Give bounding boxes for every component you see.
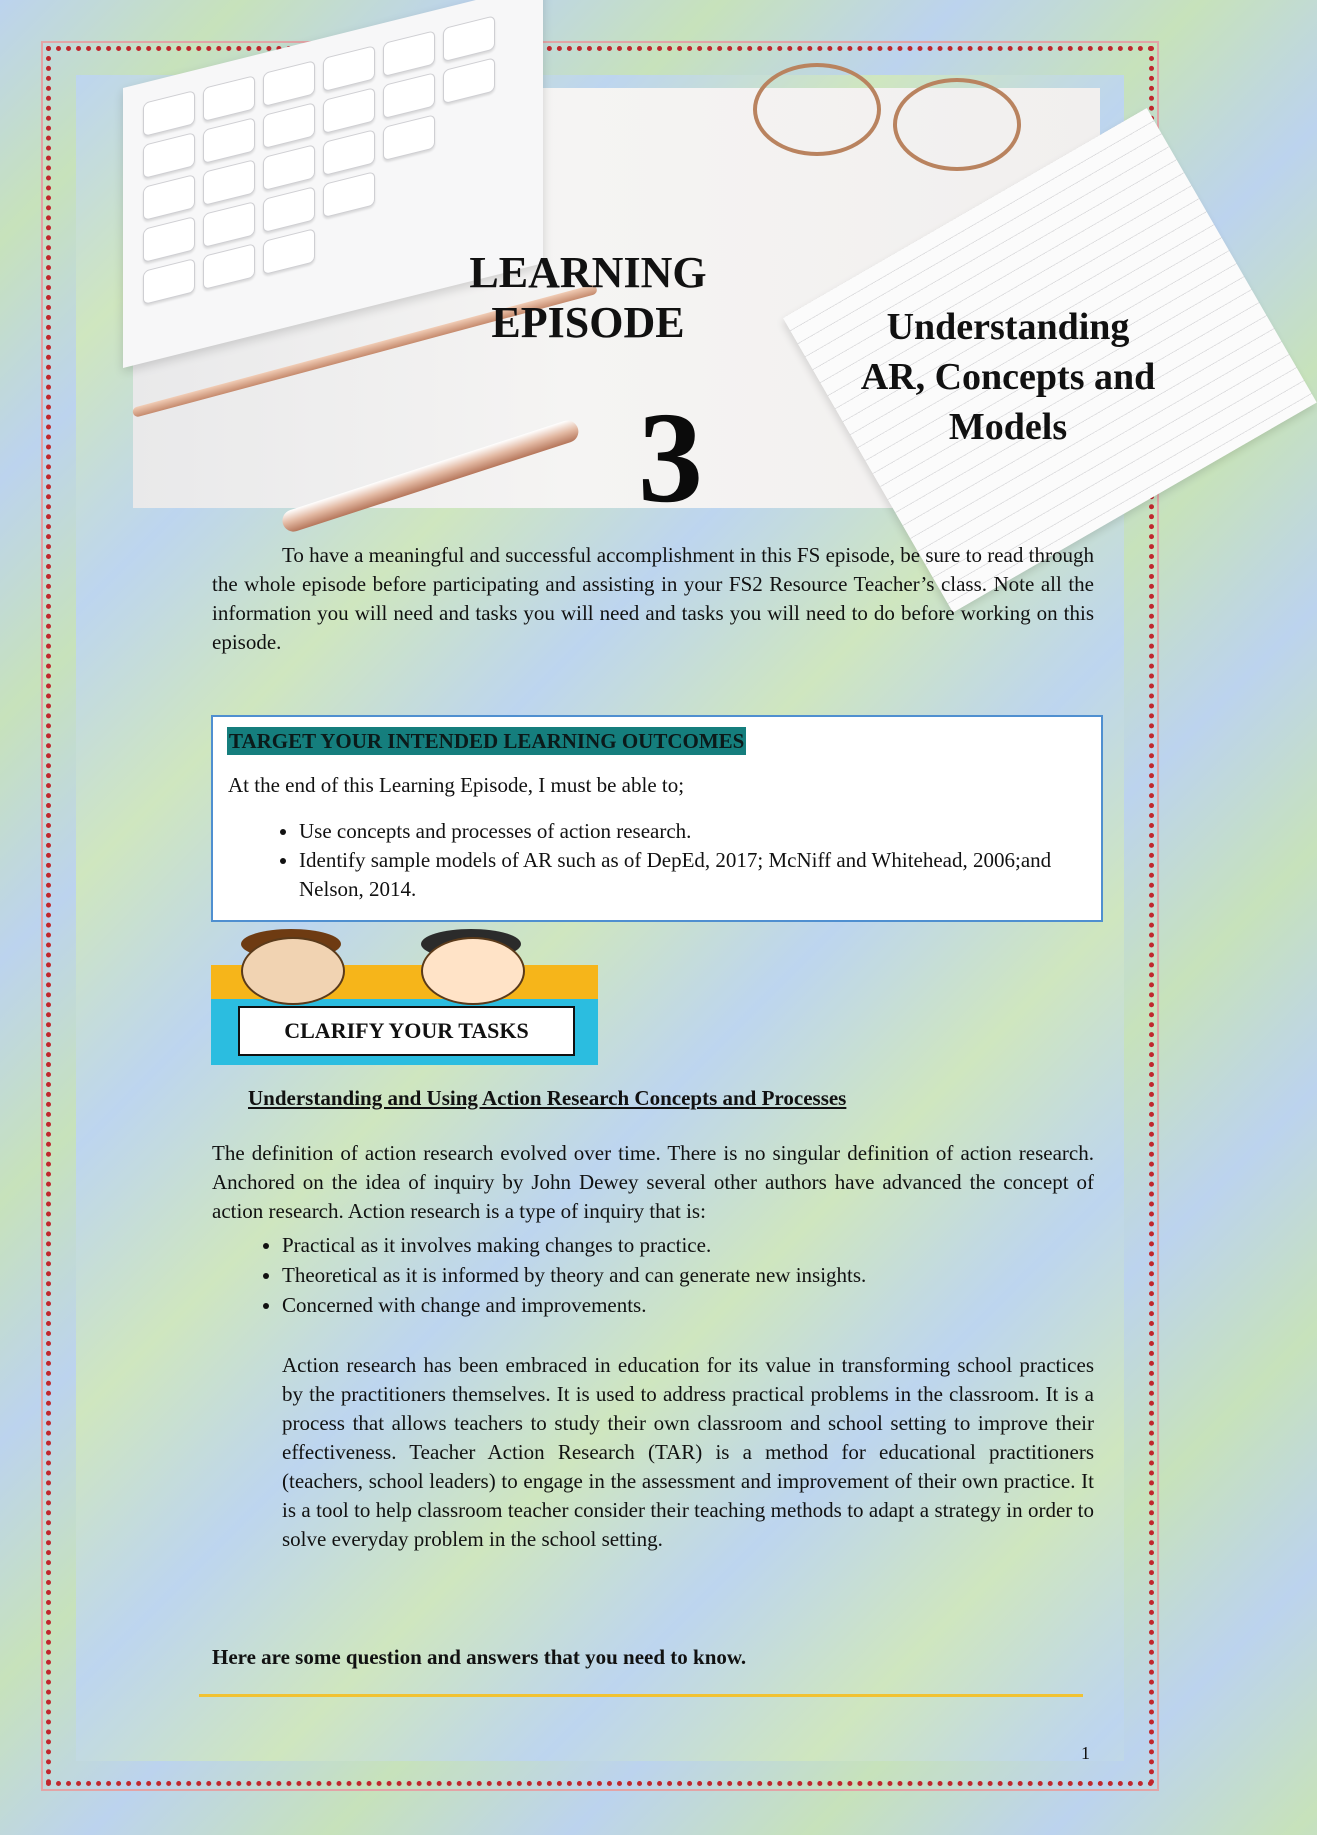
episode-title-line: EPISODE bbox=[491, 298, 685, 347]
key-shape bbox=[143, 90, 195, 137]
key-shape bbox=[203, 243, 255, 290]
key-shape bbox=[263, 60, 315, 107]
learning-outcomes-box bbox=[211, 715, 1103, 922]
list-item: • Use concepts and processes of action research. bbox=[299, 817, 1119, 846]
key-shape bbox=[203, 117, 255, 164]
episode-title bbox=[453, 248, 723, 348]
episode-subtitle-line: Understanding bbox=[886, 306, 1130, 348]
intro-paragraph: To have a meaningful and successful accomplishment in this FS episode, be sure to read through the whole episode before participating and assisting in your FS2 Resource Teacher’s class. Note all the information you will need and tasks you will need and tasks you will need to do before working on this episode. bbox=[212, 543, 1094, 654]
key-shape bbox=[383, 30, 435, 77]
key-shape bbox=[203, 159, 255, 206]
cartoon-face-icon bbox=[241, 937, 345, 1005]
definition-list bbox=[220, 1230, 1142, 1320]
definition-paragraph: The definition of action research evolved over time. There is no singular definition of action research. Anchored on the idea of inquiry by John Dewey several other authors have advanced the concept of action research. Action research is a type of inquiry that is: bbox=[212, 1141, 1094, 1223]
episode-subtitle-line: Models bbox=[948, 406, 1068, 448]
key-shape bbox=[263, 186, 315, 233]
cartoon-face-icon bbox=[421, 937, 525, 1005]
key-shape bbox=[263, 144, 315, 191]
learning-outcomes-heading: TARGET YOUR INTENDED LEARNING OUTCOMES bbox=[229, 729, 745, 753]
list-item: • Identify sample models of AR such as of DepEd, 2017; McNiff and Whitehead, 2006;and Nelson, 2014. bbox=[299, 846, 1119, 904]
clarify-tasks-banner bbox=[211, 965, 598, 1065]
key-shape bbox=[143, 258, 195, 305]
footer-divider bbox=[199, 1694, 1083, 1697]
learning-outcomes-intro: At the end of this Learning Episode, I must be able to; bbox=[228, 773, 685, 797]
list-item: • Concerned with change and improvements. bbox=[282, 1290, 1142, 1320]
action-research-paragraph: Action research has been embraced in education for its value in transforming school practices by the practitioners themselves. It is used to address practical problems in the classroom. It is a process that allows teachers to study their own classroom and school setting to improve their effectiveness. Teacher Action Research (TAR) is a method for educational practitioners (teachers, school leaders) to engage in the assessment and improvement of their own practice. It is a tool to help classroom teacher consider their teaching methods to adapt a strategy in order to solve everyday problem in the school setting. bbox=[282, 1353, 1094, 1551]
key-shape bbox=[443, 15, 495, 62]
key-shape bbox=[203, 75, 255, 122]
section-heading: Understanding and Using Action Research Concepts and Processes bbox=[248, 1086, 847, 1110]
key-shape bbox=[203, 201, 255, 248]
episode-title-line: LEARNING bbox=[469, 248, 707, 297]
key-shape bbox=[383, 72, 435, 119]
clarify-tasks-label: CLARIFY YOUR TASKS bbox=[238, 1006, 575, 1056]
key-shape bbox=[323, 87, 375, 134]
eyeglasses-illustration bbox=[893, 78, 1021, 171]
episode-subtitle bbox=[843, 302, 1173, 452]
eyeglasses-illustration bbox=[753, 63, 881, 156]
key-shape bbox=[143, 132, 195, 179]
key-shape bbox=[383, 114, 435, 161]
key-shape bbox=[443, 57, 495, 104]
episode-subtitle-line: AR, Concepts and bbox=[860, 356, 1156, 398]
learning-outcomes-list bbox=[255, 817, 1119, 904]
key-shape bbox=[323, 171, 375, 218]
episode-number: 3 bbox=[638, 386, 703, 530]
list-item: • Theoretical as it is informed by theory and can generate new insights. bbox=[282, 1260, 1142, 1290]
page-number: 1 bbox=[1081, 1743, 1090, 1763]
list-item: • Practical as it involves making changes to practice. bbox=[282, 1230, 1142, 1260]
key-shape bbox=[323, 45, 375, 92]
key-shape bbox=[263, 228, 315, 275]
closing-statement: Here are some question and answers that you need to know. bbox=[212, 1645, 747, 1669]
episode-banner bbox=[133, 88, 1156, 530]
key-shape bbox=[143, 174, 195, 221]
key-shape bbox=[143, 216, 195, 263]
key-shape bbox=[323, 129, 375, 176]
key-shape bbox=[263, 102, 315, 149]
